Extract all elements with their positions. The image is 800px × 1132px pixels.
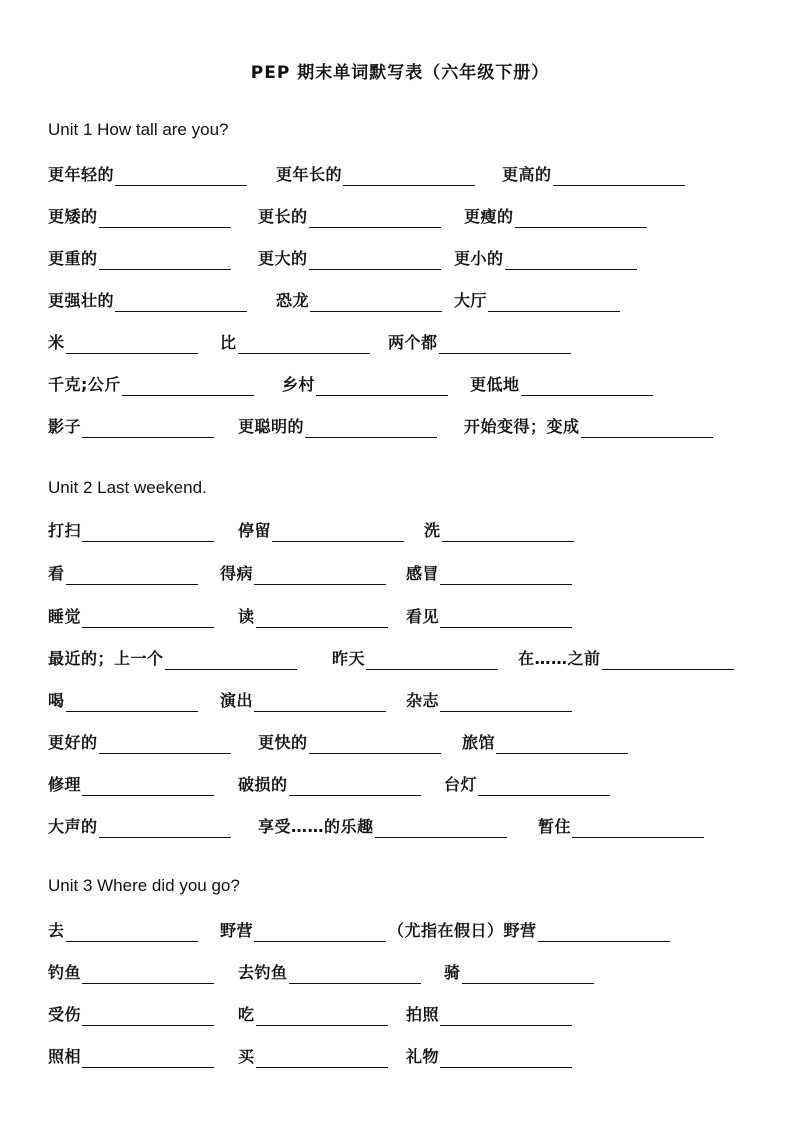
word-field bbox=[48, 646, 297, 670]
unit-3-heading: Unit 3 Where did you go? bbox=[48, 876, 240, 895]
word-prompt: 去钓鱼 bbox=[238, 963, 288, 982]
word-field bbox=[258, 730, 441, 754]
word-prompt: 享受……的乐趣 bbox=[258, 817, 374, 836]
word-prompt: 暂住 bbox=[538, 817, 572, 836]
answer-blank[interactable] bbox=[440, 1007, 572, 1026]
unit-3-row-1 bbox=[48, 918, 768, 942]
word-prompt: 更年轻的 bbox=[48, 165, 115, 184]
word-field bbox=[238, 1002, 388, 1026]
answer-blank[interactable] bbox=[289, 965, 421, 984]
word-field bbox=[48, 330, 198, 354]
answer-blank[interactable] bbox=[366, 651, 498, 670]
word-prompt: 去 bbox=[48, 921, 65, 940]
word-prompt: 更大的 bbox=[258, 249, 308, 268]
unit-2-heading: Unit 2 Last weekend. bbox=[48, 478, 207, 497]
word-prompt: 影子 bbox=[48, 417, 82, 436]
answer-blank[interactable] bbox=[581, 419, 713, 438]
word-prompt: 昨天 bbox=[332, 649, 366, 668]
word-prompt: 睡觉 bbox=[48, 607, 82, 626]
word-prompt: 台灯 bbox=[444, 775, 478, 794]
word-field bbox=[238, 604, 388, 628]
answer-blank[interactable] bbox=[99, 735, 231, 754]
answer-blank[interactable] bbox=[66, 335, 198, 354]
word-field bbox=[48, 688, 198, 712]
word-prompt: 买 bbox=[238, 1047, 255, 1066]
word-prompt: 乡村 bbox=[282, 375, 316, 394]
answer-blank[interactable] bbox=[316, 377, 448, 396]
answer-blank[interactable] bbox=[66, 693, 198, 712]
answer-blank[interactable] bbox=[572, 819, 704, 838]
word-prompt: 两个都 bbox=[388, 333, 438, 352]
word-prompt: 停留 bbox=[238, 521, 272, 540]
word-field bbox=[48, 1002, 214, 1026]
word-prompt: 恐龙 bbox=[276, 291, 310, 310]
word-prompt: 洗 bbox=[424, 521, 441, 540]
word-prompt: 修理 bbox=[48, 775, 82, 794]
word-field bbox=[48, 414, 214, 438]
word-field bbox=[48, 561, 198, 585]
answer-blank[interactable] bbox=[309, 209, 441, 228]
answer-blank[interactable] bbox=[310, 293, 442, 312]
word-prompt: 杂志 bbox=[406, 691, 440, 710]
answer-blank[interactable] bbox=[66, 566, 198, 585]
word-field bbox=[462, 730, 628, 754]
word-prompt: 更聪明的 bbox=[238, 417, 305, 436]
word-prompt: 更小的 bbox=[454, 249, 504, 268]
word-prompt: 破损的 bbox=[238, 775, 288, 794]
word-prompt: 感冒 bbox=[406, 564, 440, 583]
word-prompt: 在……之前 bbox=[518, 649, 601, 668]
answer-blank[interactable] bbox=[254, 923, 386, 942]
word-field bbox=[276, 288, 442, 312]
answer-blank[interactable] bbox=[440, 1049, 572, 1068]
word-field bbox=[48, 518, 214, 542]
answer-blank[interactable] bbox=[254, 693, 386, 712]
word-field bbox=[48, 960, 214, 984]
word-field bbox=[258, 814, 507, 838]
word-prompt: 钓鱼 bbox=[48, 963, 82, 982]
word-prompt: 礼物 bbox=[406, 1047, 440, 1066]
answer-blank[interactable] bbox=[256, 609, 388, 628]
answer-blank[interactable] bbox=[538, 923, 670, 942]
word-field bbox=[454, 288, 620, 312]
word-prompt: （尤指在假日）野营 bbox=[388, 921, 537, 940]
word-field bbox=[220, 918, 386, 942]
answer-blank[interactable] bbox=[82, 965, 214, 984]
answer-blank[interactable] bbox=[442, 523, 574, 542]
word-prompt: 骑 bbox=[444, 963, 461, 982]
word-prompt: 打扫 bbox=[48, 521, 82, 540]
word-prompt: 更年长的 bbox=[276, 165, 343, 184]
answer-blank[interactable] bbox=[505, 251, 637, 270]
word-prompt: 更高的 bbox=[502, 165, 552, 184]
unit-2-row-3 bbox=[48, 604, 768, 628]
word-field bbox=[48, 288, 247, 312]
word-field bbox=[388, 330, 571, 354]
word-field bbox=[48, 730, 231, 754]
answer-blank[interactable] bbox=[305, 419, 437, 438]
answer-blank[interactable] bbox=[343, 167, 475, 186]
word-field bbox=[220, 688, 386, 712]
word-field bbox=[220, 330, 370, 354]
unit-1-row-4 bbox=[48, 288, 768, 312]
word-field bbox=[470, 372, 653, 396]
word-prompt: 更低地 bbox=[470, 375, 520, 394]
answer-blank[interactable] bbox=[488, 293, 620, 312]
word-prompt: 照相 bbox=[48, 1047, 82, 1066]
word-field bbox=[388, 918, 670, 942]
word-prompt: 旅馆 bbox=[462, 733, 496, 752]
answer-blank[interactable] bbox=[99, 251, 231, 270]
word-field bbox=[502, 162, 685, 186]
answer-blank[interactable] bbox=[515, 209, 647, 228]
word-field bbox=[282, 372, 448, 396]
word-field bbox=[406, 561, 572, 585]
word-field bbox=[276, 162, 475, 186]
answer-blank[interactable] bbox=[256, 1049, 388, 1068]
word-field bbox=[238, 518, 404, 542]
unit-1-row-2 bbox=[48, 204, 768, 228]
word-field bbox=[48, 772, 214, 796]
word-field bbox=[518, 646, 734, 670]
answer-blank[interactable] bbox=[82, 523, 214, 542]
word-prompt: 更矮的 bbox=[48, 207, 98, 226]
unit-1-row-6 bbox=[48, 372, 768, 396]
answer-blank[interactable] bbox=[99, 209, 231, 228]
word-field bbox=[406, 688, 572, 712]
word-prompt: 更快的 bbox=[258, 733, 308, 752]
word-prompt: 更瘦的 bbox=[464, 207, 514, 226]
unit-2-row-1 bbox=[48, 518, 768, 542]
word-prompt: 千克;公斤 bbox=[48, 375, 121, 394]
word-prompt: 更重的 bbox=[48, 249, 98, 268]
word-field bbox=[406, 1044, 572, 1068]
unit-3-row-2 bbox=[48, 960, 768, 984]
unit-1-row-7 bbox=[48, 414, 768, 438]
answer-blank[interactable] bbox=[122, 377, 254, 396]
page-title: PEP 期末单词默写表（六年级下册） bbox=[250, 63, 550, 83]
word-field bbox=[424, 518, 574, 542]
word-prompt: 最近的；上一个 bbox=[48, 649, 164, 668]
word-field bbox=[258, 204, 441, 228]
answer-blank[interactable] bbox=[99, 819, 231, 838]
unit-2-row-7 bbox=[48, 772, 768, 796]
word-field bbox=[332, 646, 498, 670]
word-prompt: 更长的 bbox=[258, 207, 308, 226]
word-field bbox=[258, 246, 441, 270]
word-field bbox=[444, 960, 594, 984]
answer-blank[interactable] bbox=[375, 819, 507, 838]
word-field bbox=[238, 414, 437, 438]
word-field bbox=[406, 604, 572, 628]
answer-blank[interactable] bbox=[82, 1007, 214, 1026]
word-prompt: 看见 bbox=[406, 607, 440, 626]
unit-2-row-8 bbox=[48, 814, 768, 838]
answer-blank[interactable] bbox=[440, 693, 572, 712]
answer-blank[interactable] bbox=[289, 777, 421, 796]
answer-blank[interactable] bbox=[553, 167, 685, 186]
word-field bbox=[48, 604, 214, 628]
answer-blank[interactable] bbox=[66, 923, 198, 942]
unit-1-heading: Unit 1 How tall are you? bbox=[48, 120, 229, 139]
word-prompt: 开始变得；变成 bbox=[464, 417, 580, 436]
word-field bbox=[238, 960, 421, 984]
unit-2-row-6 bbox=[48, 730, 768, 754]
unit-1-row-1 bbox=[48, 162, 768, 186]
unit-2-row-2 bbox=[48, 561, 768, 585]
word-field bbox=[48, 372, 254, 396]
word-prompt: 受伤 bbox=[48, 1005, 82, 1024]
answer-blank[interactable] bbox=[521, 377, 653, 396]
answer-blank[interactable] bbox=[309, 735, 441, 754]
word-prompt: 得病 bbox=[220, 564, 254, 583]
answer-blank[interactable] bbox=[272, 523, 404, 542]
unit-3-row-3 bbox=[48, 1002, 768, 1026]
answer-blank[interactable] bbox=[82, 419, 214, 438]
answer-blank[interactable] bbox=[115, 293, 247, 312]
word-prompt: 喝 bbox=[48, 691, 65, 710]
word-field bbox=[48, 246, 231, 270]
answer-blank[interactable] bbox=[82, 1049, 214, 1068]
answer-blank[interactable] bbox=[440, 609, 572, 628]
word-prompt: 米 bbox=[48, 333, 65, 352]
word-field bbox=[406, 1002, 572, 1026]
answer-blank[interactable] bbox=[82, 777, 214, 796]
word-field bbox=[238, 1044, 388, 1068]
unit-3-row-4 bbox=[48, 1044, 768, 1068]
word-field bbox=[538, 814, 704, 838]
word-prompt: 更好的 bbox=[48, 733, 98, 752]
answer-blank[interactable] bbox=[238, 335, 370, 354]
word-prompt: 野营 bbox=[220, 921, 254, 940]
answer-blank[interactable] bbox=[478, 777, 610, 796]
answer-blank[interactable] bbox=[602, 651, 734, 670]
answer-blank[interactable] bbox=[309, 251, 441, 270]
word-prompt: 演出 bbox=[220, 691, 254, 710]
word-prompt: 拍照 bbox=[406, 1005, 440, 1024]
word-field bbox=[48, 1044, 214, 1068]
word-prompt: 读 bbox=[238, 607, 255, 626]
answer-blank[interactable] bbox=[440, 566, 572, 585]
word-field bbox=[444, 772, 610, 796]
answer-blank[interactable] bbox=[82, 609, 214, 628]
word-field bbox=[220, 561, 386, 585]
answer-blank[interactable] bbox=[256, 1007, 388, 1026]
word-prompt: 比 bbox=[220, 333, 237, 352]
word-prompt: 看 bbox=[48, 564, 65, 583]
word-prompt: 吃 bbox=[238, 1005, 255, 1024]
word-field bbox=[464, 414, 713, 438]
word-field bbox=[48, 204, 231, 228]
answer-blank[interactable] bbox=[462, 965, 594, 984]
answer-blank[interactable] bbox=[165, 651, 297, 670]
word-field bbox=[48, 918, 198, 942]
word-field bbox=[464, 204, 647, 228]
unit-2-row-5 bbox=[48, 688, 768, 712]
word-prompt: 大声的 bbox=[48, 817, 98, 836]
answer-blank[interactable] bbox=[254, 566, 386, 585]
word-field bbox=[454, 246, 637, 270]
word-prompt: 大厅 bbox=[454, 291, 488, 310]
unit-1-row-5 bbox=[48, 330, 768, 354]
answer-blank[interactable] bbox=[439, 335, 571, 354]
word-field bbox=[48, 162, 247, 186]
unit-2-row-4 bbox=[48, 646, 768, 670]
word-prompt: 更强壮的 bbox=[48, 291, 115, 310]
unit-1-row-3 bbox=[48, 246, 768, 270]
word-field bbox=[48, 814, 231, 838]
answer-blank[interactable] bbox=[496, 735, 628, 754]
answer-blank[interactable] bbox=[115, 167, 247, 186]
word-field bbox=[238, 772, 421, 796]
